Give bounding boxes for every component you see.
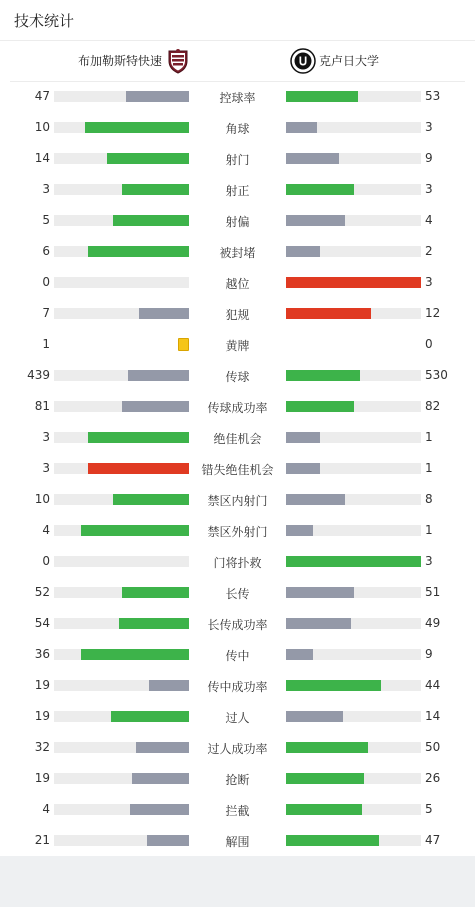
home-stat-bar-fill	[88, 432, 189, 443]
stat-label: 射正	[225, 184, 250, 198]
away-stat-bar-fill	[286, 711, 343, 722]
home-stat-bar	[54, 618, 189, 629]
stat-row	[0, 515, 475, 546]
stat-row	[0, 298, 475, 329]
home-stat-bar	[54, 370, 189, 381]
stat-row	[0, 732, 475, 763]
away-stat-bar	[286, 680, 421, 691]
home-stat-value: 3	[42, 461, 50, 475]
home-stat-bar-fill	[113, 215, 189, 226]
rapid-bucuresti-crest-icon[interactable]	[166, 48, 190, 74]
away-stat-value: 14	[425, 709, 441, 723]
stat-row	[0, 391, 475, 422]
away-stat-value: 0	[425, 337, 433, 351]
home-stat-value: 10	[34, 120, 50, 134]
away-stat-bar-fill	[286, 804, 362, 815]
stat-label: 角球	[225, 122, 250, 136]
home-stat-bar-fill	[122, 401, 190, 412]
stat-label: 黄牌	[225, 339, 250, 353]
away-stat-value: 82	[425, 399, 441, 413]
stat-row	[0, 329, 475, 360]
stat-row	[0, 484, 475, 515]
home-stat-bar	[54, 432, 189, 443]
stat-row	[0, 360, 475, 391]
away-stat-bar-fill	[286, 680, 381, 691]
away-stat-bar-fill	[286, 432, 320, 443]
home-stat-value: 54	[34, 616, 50, 630]
stat-row	[0, 670, 475, 701]
away-stat-value: 51	[425, 585, 441, 599]
home-stat-value: 0	[42, 275, 50, 289]
away-stat-bar-fill	[286, 463, 320, 474]
away-stat-value: 9	[425, 647, 433, 661]
home-stat-bar	[54, 835, 189, 846]
away-stat-bar	[286, 153, 421, 164]
away-stat-bar-fill	[286, 649, 313, 660]
away-stat-bar-fill	[286, 494, 345, 505]
home-stat-bar-fill	[88, 246, 189, 257]
stat-label: 射门	[225, 153, 250, 167]
home-stat-bar-fill	[88, 463, 189, 474]
away-stat-bar	[286, 835, 421, 846]
stat-label: 过人成功率	[207, 742, 268, 756]
away-stat-bar-fill	[286, 618, 351, 629]
home-stat-bar-fill	[113, 494, 189, 505]
stat-label: 抢断	[225, 773, 250, 787]
away-stat-value: 9	[425, 151, 433, 165]
away-stat-bar	[286, 91, 421, 102]
home-stat-value: 36	[34, 647, 50, 661]
away-stat-value: 5	[425, 802, 433, 816]
stat-row	[0, 236, 475, 267]
u-cluj-crest-icon[interactable]	[290, 48, 316, 74]
away-stat-value: 530	[425, 368, 448, 382]
home-stat-bar	[54, 153, 189, 164]
home-stat-value: 3	[42, 430, 50, 444]
away-stat-bar-fill	[286, 215, 345, 226]
home-stat-bar-fill	[85, 122, 189, 133]
home-stat-bar-fill	[149, 680, 190, 691]
home-stat-bar	[54, 494, 189, 505]
stat-label: 禁区内射门	[207, 494, 268, 508]
team-header	[0, 44, 475, 80]
home-stat-bar	[54, 184, 189, 195]
stat-label: 传球	[225, 370, 250, 384]
away-stat-bar-fill	[286, 91, 358, 102]
stat-label: 长传成功率	[207, 618, 268, 632]
away-stat-bar	[286, 742, 421, 753]
home-stat-value: 439	[27, 368, 50, 382]
home-stat-value: 19	[34, 709, 50, 723]
stat-label: 射偏	[225, 215, 250, 229]
home-stat-bar	[54, 277, 189, 288]
away-stat-bar	[286, 246, 421, 257]
stat-label: 解围	[225, 835, 250, 849]
page-title: 技术统计	[14, 12, 75, 30]
home-stat-bar	[54, 587, 189, 598]
stat-label: 过人	[225, 711, 250, 725]
yellow-card-icon	[178, 338, 189, 351]
home-stat-bar-fill	[126, 91, 189, 102]
stat-label: 传中成功率	[207, 680, 268, 694]
stats-list	[0, 81, 475, 856]
stat-label: 禁区外射门	[207, 525, 268, 539]
home-stat-bar	[54, 680, 189, 691]
home-stat-value: 6	[42, 244, 50, 258]
away-stat-bar	[286, 370, 421, 381]
away-stat-value: 47	[425, 833, 441, 847]
home-stat-value: 4	[42, 523, 50, 537]
home-team-name[interactable]: 布加勒斯特快速	[78, 54, 163, 68]
away-stat-value: 44	[425, 678, 441, 692]
home-stat-bar-fill	[139, 308, 189, 319]
home-stat-value: 0	[42, 554, 50, 568]
stat-row	[0, 453, 475, 484]
home-stat-bar-fill	[147, 835, 189, 846]
away-stat-value: 3	[425, 182, 433, 196]
away-stat-value: 3	[425, 554, 433, 568]
away-stat-bar-fill	[286, 525, 313, 536]
title-divider	[0, 40, 475, 41]
home-stat-value: 19	[34, 678, 50, 692]
stat-row	[0, 577, 475, 608]
away-stat-bar-fill	[286, 556, 421, 567]
stat-label: 传中	[225, 649, 250, 663]
home-stat-bar-fill	[111, 711, 189, 722]
home-stat-value: 14	[34, 151, 50, 165]
away-stat-value: 3	[425, 275, 433, 289]
home-stat-bar-fill	[122, 587, 190, 598]
away-stat-bar	[286, 463, 421, 474]
away-stat-bar-fill	[286, 246, 320, 257]
away-stat-bar-fill	[286, 773, 364, 784]
home-stat-bar	[54, 215, 189, 226]
stat-row	[0, 763, 475, 794]
stat-row	[0, 825, 475, 856]
stat-label: 长传	[225, 587, 250, 601]
home-stat-bar	[54, 773, 189, 784]
away-stat-value: 4	[425, 213, 433, 227]
away-stat-bar	[286, 184, 421, 195]
away-stat-value: 1	[425, 461, 433, 475]
stat-label: 控球率	[219, 91, 256, 105]
home-stat-value: 7	[42, 306, 50, 320]
stat-label: 绝佳机会	[213, 432, 262, 446]
away-stat-bar	[286, 587, 421, 598]
stat-row	[0, 205, 475, 236]
home-stat-value: 47	[34, 89, 50, 103]
away-stat-bar-fill	[286, 184, 354, 195]
stat-label: 门将扑救	[213, 556, 262, 570]
stat-row	[0, 143, 475, 174]
home-stat-bar	[54, 246, 189, 257]
stat-row	[0, 546, 475, 577]
away-stat-bar-fill	[286, 153, 339, 164]
away-stat-value: 49	[425, 616, 441, 630]
home-stat-value: 1	[42, 337, 50, 351]
home-stat-bar	[54, 711, 189, 722]
away-stat-bar	[286, 804, 421, 815]
away-stat-value: 12	[425, 306, 441, 320]
away-stat-bar-fill	[286, 401, 354, 412]
home-stat-bar	[54, 91, 189, 102]
away-stat-value: 50	[425, 740, 441, 754]
stat-label: 被封堵	[219, 246, 256, 260]
home-stat-bar-fill	[122, 184, 190, 195]
away-stat-bar	[286, 122, 421, 133]
stat-row	[0, 608, 475, 639]
home-stat-value: 3	[42, 182, 50, 196]
away-stat-bar-fill	[286, 308, 371, 319]
stat-row	[0, 422, 475, 453]
away-stat-bar	[286, 432, 421, 443]
home-stat-value: 81	[34, 399, 50, 413]
home-stat-bar-fill	[136, 742, 189, 753]
home-stat-bar	[54, 804, 189, 815]
stat-label: 拦截	[225, 804, 250, 818]
away-stat-bar	[286, 277, 421, 288]
home-stat-bar	[54, 463, 189, 474]
stat-label: 错失绝佳机会	[201, 463, 274, 477]
home-stat-bar	[54, 122, 189, 133]
home-stat-bar-fill	[81, 525, 189, 536]
away-stat-bar-fill	[286, 370, 360, 381]
away-stat-value: 8	[425, 492, 433, 506]
stat-row	[0, 81, 475, 112]
away-stat-value: 3	[425, 120, 433, 134]
away-team-name[interactable]: 克卢日大学	[319, 54, 380, 68]
away-stat-bar	[286, 649, 421, 660]
home-stat-bar	[54, 401, 189, 412]
stat-row	[0, 701, 475, 732]
stat-label: 越位	[225, 277, 250, 291]
home-stat-value: 21	[34, 833, 50, 847]
away-stat-bar-fill	[286, 835, 379, 846]
away-stat-bar-fill	[286, 587, 354, 598]
home-stat-bar-fill	[119, 618, 189, 629]
away-stat-value: 2	[425, 244, 433, 258]
home-stat-value: 4	[42, 802, 50, 816]
home-stat-value: 19	[34, 771, 50, 785]
away-stat-bar	[286, 494, 421, 505]
away-stat-bar	[286, 773, 421, 784]
stat-row	[0, 267, 475, 298]
home-stat-value: 52	[34, 585, 50, 599]
away-stat-bar-fill	[286, 277, 421, 288]
home-stat-bar	[54, 525, 189, 536]
home-stat-bar	[54, 308, 189, 319]
home-stat-bar-fill	[81, 649, 189, 660]
stat-label: 传球成功率	[207, 401, 268, 415]
away-stat-bar	[286, 525, 421, 536]
stat-row	[0, 174, 475, 205]
home-stat-value: 32	[34, 740, 50, 754]
stat-row	[0, 794, 475, 825]
away-stat-bar	[286, 711, 421, 722]
home-stat-value: 10	[34, 492, 50, 506]
away-stat-value: 53	[425, 89, 441, 103]
away-stat-value: 1	[425, 523, 433, 537]
home-stat-bar-fill	[132, 773, 189, 784]
home-stat-value: 5	[42, 213, 50, 227]
home-stat-bar	[54, 742, 189, 753]
stat-label: 犯规	[225, 308, 250, 322]
away-stat-value: 1	[425, 430, 433, 444]
home-stat-bar-fill	[128, 370, 189, 381]
away-stat-bar	[286, 618, 421, 629]
away-stat-bar-fill	[286, 742, 368, 753]
away-stat-bar	[286, 401, 421, 412]
home-stat-bar	[54, 649, 189, 660]
away-stat-bar	[286, 556, 421, 567]
stat-row	[0, 112, 475, 143]
away-stat-bar	[286, 308, 421, 319]
stat-row	[0, 639, 475, 670]
away-stat-value: 26	[425, 771, 441, 785]
home-stat-bar-fill	[107, 153, 189, 164]
away-stat-bar-fill	[286, 122, 317, 133]
away-stat-bar	[286, 215, 421, 226]
home-stat-bar-fill	[130, 804, 189, 815]
home-stat-bar	[54, 556, 189, 567]
